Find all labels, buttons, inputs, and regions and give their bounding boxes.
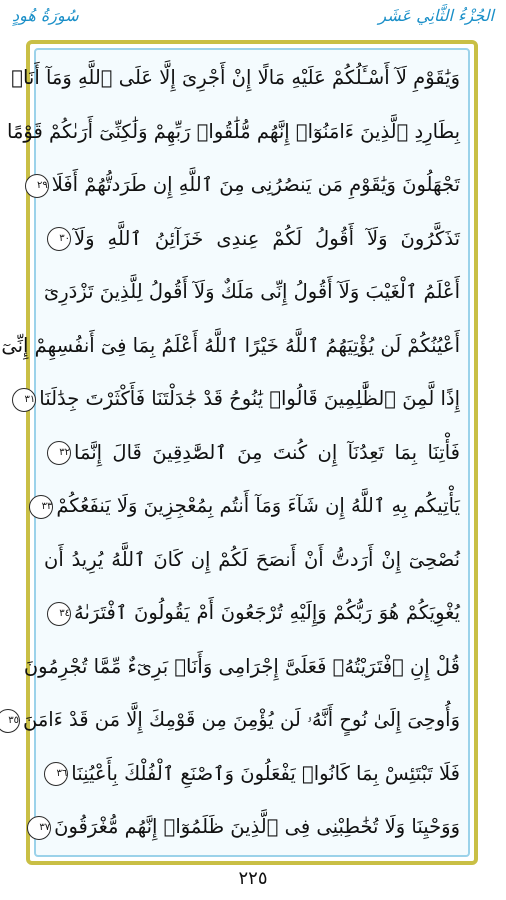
text-line — [8, 698, 460, 742]
page-number: ٢٢٥ — [238, 868, 268, 889]
ayah-number-marker: ٣٥ — [0, 709, 20, 733]
ayah-number-marker: ٣٧ — [27, 816, 51, 840]
ayah-number-marker: ٣٦ — [44, 762, 68, 786]
text-line — [39, 805, 460, 849]
ayah-number-marker: ٣٣ — [29, 495, 53, 519]
text-line — [24, 377, 460, 421]
page-frame — [1, 40, 478, 865]
line-text: يَأْتِيكُم بِهِ ٱللَّهُ إِن شَآءَ وَمَآ أَنتُم بِمُعْجِزِينَ وَلَا يَنفَعُكُمْ — [56, 494, 460, 517]
text-line — [44, 217, 460, 261]
line-text: وَيَٰقَوْمِ لَآ أَسْـَٔلُكُمْ عَلَيْهِ مَالًا إِنْ أَجْرِىَ إِلَّا عَلَى ٱللَّهِ وَمَآ أَنَا۠ — [11, 66, 460, 89]
line-text: إِذًا لَّمِنَ ٱلظَّٰلِمِينَ قَالُوا۟ يَٰنُوحُ قَدْ جَٰدَلْتَنَا فَأَكْثَرْتَ جِدَٰلَنَا — [39, 387, 460, 410]
line-text: تَذَكَّرُونَ وَلَآ أَقُولُ لَكُمْ عِندِى خَزَآئِنُ ٱللَّهِ وَلَآ — [74, 226, 460, 250]
text-line — [36, 163, 460, 207]
surah-name: سُورَةُ هُودٍ — [12, 6, 79, 25]
ayah-number-marker: ٣٤ — [47, 602, 71, 626]
line-text: تَجْهَلُونَ وَيَٰقَوْمِ مَن يَنصُرُنِى مِنَ ٱللَّهِ إِن طَرَدتُّهُمْ أَفَلَا — [51, 173, 460, 196]
ayah-number-marker: ٢٩ — [25, 174, 49, 198]
line-text: بِطَارِدِ ٱلَّذِينَ ءَامَنُوٓا۟ إِنَّهُم مُّلَٰقُوا۟ رَبِّهِمْ وَلَٰكِنِّىٓ أَرَىٰكُمْ قَوْمًا — [7, 119, 460, 143]
line-text: فَأْتِنَا بِمَا تَعِدُنَآ إِن كُنتَ مِنَ ٱلصَّٰدِقِينَ قَالَ إِنَّمَا — [74, 440, 460, 464]
line-text: أَعْلَمُ ٱلْغَيْبَ وَلَآ أَقُولُ إِنِّى مَلَكٌ وَلَآ أَقُولُ لِلَّذِينَ تَزْدَرِىٓ — [43, 280, 460, 303]
text-line — [7, 110, 460, 154]
juz-name: الجُزْءُ الثَّانِي عَشَر — [378, 6, 494, 25]
text-line — [44, 591, 460, 635]
page-header — [0, 0, 506, 40]
ayah-number-marker: ٣٢ — [47, 441, 71, 465]
text-line — [41, 484, 460, 528]
line-text: وَوَحْيِنَا وَلَا تُخَٰطِبْنِى فِى ٱلَّذِينَ ظَلَمُوٓا۟ إِنَّهُم مُّغْرَقُونَ — [54, 815, 460, 838]
ayah-number-marker: ٣٠ — [47, 227, 71, 251]
line-text: يُغْوِيَكُمْ هُوَ رَبُّكُمْ وَإِلَيْهِ تُرْجَعُونَ أَمْ يَقُولُونَ ٱفْتَرَىٰهُ — [74, 601, 460, 624]
text-line — [23, 645, 460, 689]
text-line — [44, 431, 460, 475]
line-text: أَعْيُنُكُمْ لَن يُؤْتِيَهُمُ ٱللَّهُ خَيْرًا ٱللَّهُ أَعْلَمُ بِمَا فِىٓ أَنفُسِهِمْ إِنِّىٓ — [1, 333, 460, 357]
ayah-number-marker: ٣١ — [12, 388, 36, 412]
quran-text-body — [1, 48, 470, 857]
line-text: وَأُوحِىَ إِلَىٰ نُوحٍ أَنَّهُۥ لَن يُؤْمِنَ مِن قَوْمِكَ إِلَّا مَن قَدْ ءَامَنَ — [22, 708, 460, 731]
text-line — [1, 324, 460, 368]
text-line — [44, 538, 460, 582]
line-text: نُصْحِىٓ إِنْ أَرَدتُّ أَنْ أَنصَحَ لَكُمْ إِن كَانَ ٱللَّهُ يُرِيدُ أَن — [44, 547, 460, 571]
text-line — [44, 752, 460, 796]
line-text: قُلْ إِنِ ٱفْتَرَيْتُهُۥ فَعَلَىَّ إِجْرَامِى وَأَنَا۠ بَرِىٓءٌ مِّمَّا تُجْرِمُونَ — [23, 654, 460, 678]
line-text: فَلَا تَبْتَئِسْ بِمَا كَانُوا۟ يَفْعَلُونَ وَٱصْنَعِ ٱلْفُلْكَ بِأَعْيُنِنَا — [71, 761, 460, 785]
text-line — [44, 270, 460, 314]
text-line — [11, 56, 460, 100]
